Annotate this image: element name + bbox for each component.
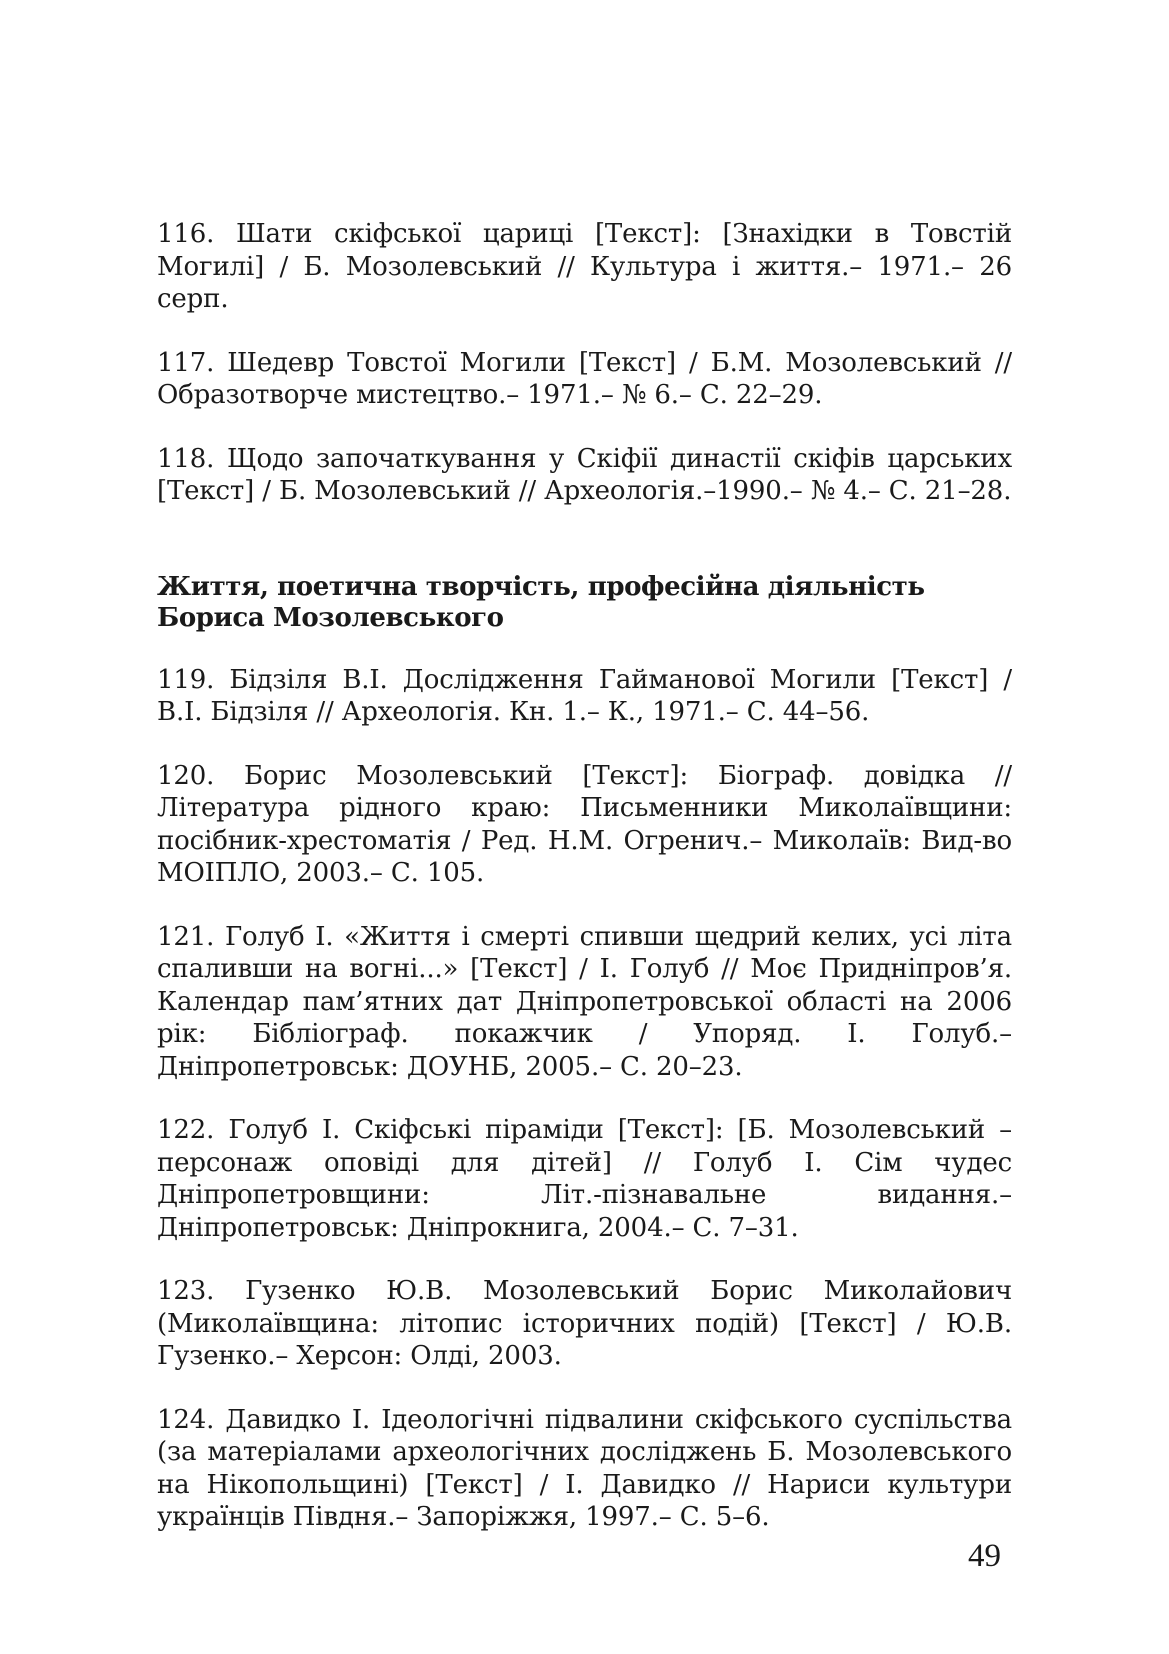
bibliography-entry-120: 120. Борис Мозолевський [Текст]: Біограф. довідка // Література рідного краю: Письменники Миколаївщини: посібник-хрестоматія / Ред. Н.М. Огренич.– Миколаїв: Вид-во МОІПЛО, 2003.– С. 105. (157, 760, 1012, 888)
page-body (157, 218, 1012, 1565)
section-heading (157, 572, 1012, 634)
bibliography-entry-123: 123. Гузенко Ю.В. Мозолевський Борис Миколайович (Миколаївщина: літопис історичних подій) [Текст] / Ю.В. Гузенко.– Херсон: Олді, 2003. (157, 1276, 1012, 1371)
bibliography-entry-122: 122. Голуб І. Скіфські піраміди [Текст]: [Б. Мозолевський – персонаж оповіді для дітей] // Голуб І. Сім чудес Дніпропетровщини: Літ.-пізнавальне видання.– Дніпропетровськ: Дніпрокнига, 2004.– С. 7–31. (157, 1115, 1012, 1243)
bibliography-entry-118: 118. Щодо започаткування у Скіфії династії скіфів царських [Текст] / Б. Мозолевський // Археологія.–1990.– № 4.– С. 21–28. (157, 443, 1012, 506)
bibliography-entry-117: 117. Шедевр Товстої Могили [Текст] / Б.М. Мозолевський // Образотворче мистецтво.– 1971.– № 6.– С. 22–29. (157, 347, 1012, 410)
bibliography-entry-124: 124. Давидко І. Ідеологічні підвалини скіфського суспільства (за матеріалами археологічних досліджень Б. Мозолевського на Нікопольщині) [Текст] / І. Давидко // Нариси культури українців Півдня.– Запоріжжя, 1997.– С. 5–6. (157, 1404, 1012, 1532)
bibliography-entry-121: 121. Голуб І. «Життя і смерті спивши щедрий келих, усі літа спаливши на вогні...» [Текст] / І. Голуб // Моє Придніпров’я. Календар пам’ятних дат Дніпропетровської області на 2006 рік: Бібліограф. покажчик / Упоряд. І. Голуб.– Дніпропетровськ: ДОУНБ, 2005.– С. 20–23. (157, 921, 1012, 1082)
section-heading-line-2: Бориса Мозолевського (157, 602, 504, 633)
bibliography-entry-119: 119. Бідзіля В.І. Дослідження Гайманової Могили [Текст] / В.І. Бідзіля // Археологія. Кн. 1.– К., 1971.– С. 44–56. (157, 664, 1012, 727)
page-number: 49 (968, 1538, 1001, 1574)
bibliography-entry-116: 116. Шати скіфської цариці [Текст]: [Знахідки в Товстій Могилі] / Б. Мозолевський // Культура і життя.– 1971.– 26 серп. (157, 219, 1012, 314)
section-heading-line-1: Життя, поетична творчість, професійна діяльність (157, 571, 925, 602)
